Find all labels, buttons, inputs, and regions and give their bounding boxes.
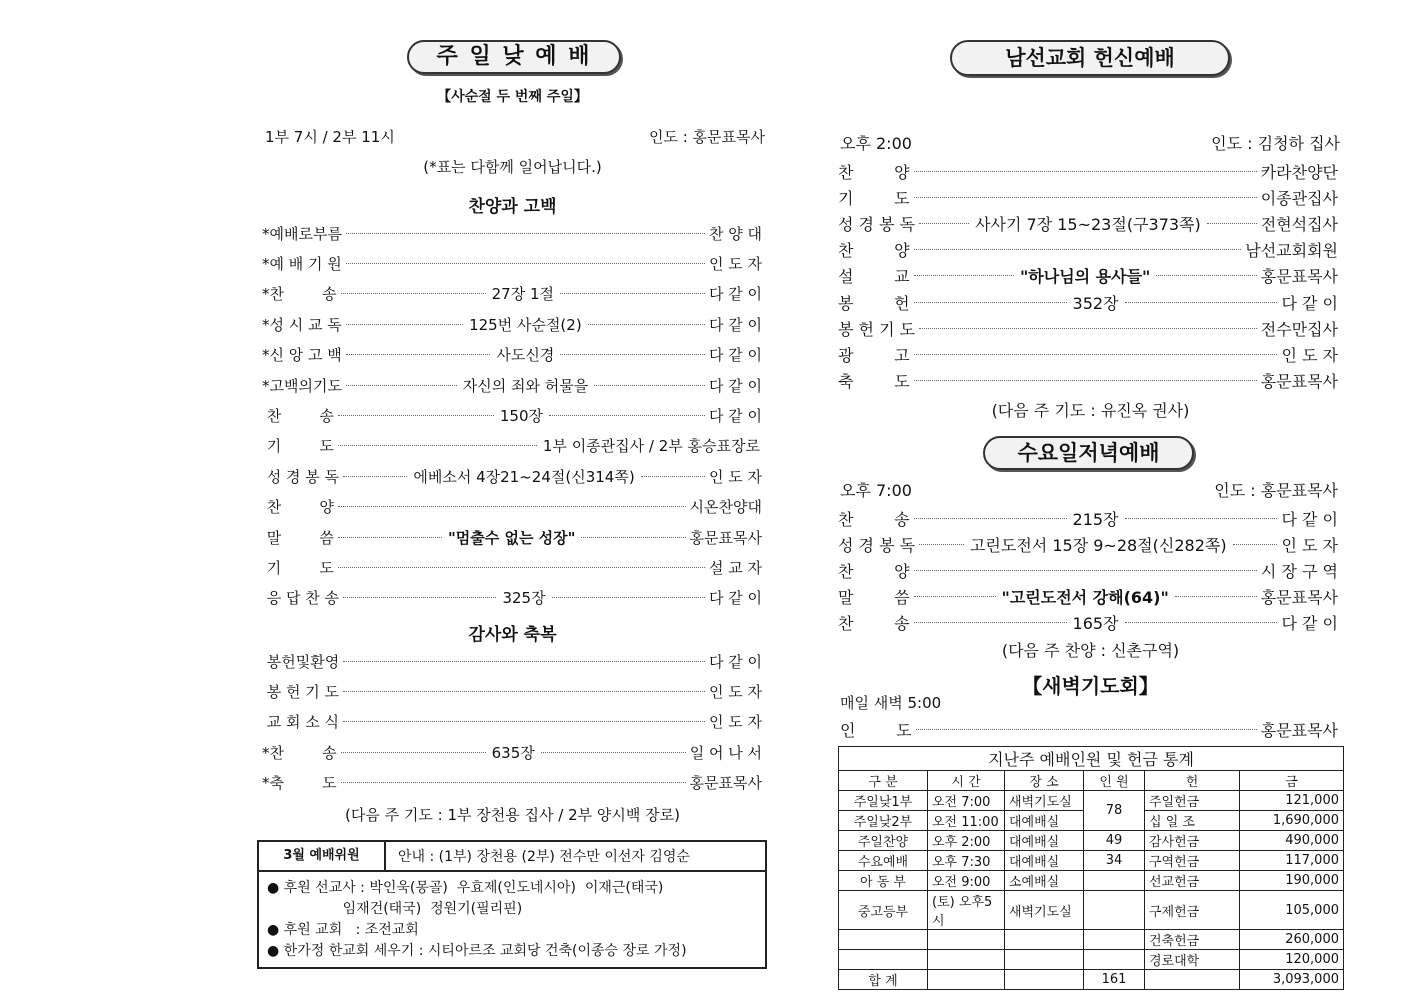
left-subtitle: 【사순절 두 번째 주일】 xyxy=(437,89,588,105)
order-row xyxy=(838,186,1338,208)
stats-cell: 구역헌금 xyxy=(1145,851,1240,871)
stats-cell xyxy=(1145,970,1240,990)
order-person: 남선교회회원 xyxy=(1245,241,1338,261)
order-detail: "멈출수 없는 성장" xyxy=(447,528,576,547)
right-time-row-2 xyxy=(840,478,1338,500)
order-detail: 사도신경 xyxy=(496,346,555,365)
order-row xyxy=(838,559,1338,581)
order-person: 찬 양 대 xyxy=(708,224,762,243)
leader-dots xyxy=(552,597,705,598)
order-row xyxy=(262,374,762,396)
stats-cell: 아 동 부 xyxy=(839,871,928,891)
leader-dots xyxy=(338,445,537,446)
right-next-praise: (다음 주 찬양 : 신촌구역) xyxy=(1001,641,1180,660)
order-person: 인 도 자 xyxy=(708,713,762,732)
order-person: 다 같 이 xyxy=(1281,293,1338,313)
stats-cell xyxy=(1005,950,1084,970)
total-label: 합 계 xyxy=(839,970,928,990)
order-label: 찬 양 xyxy=(838,561,910,581)
right-title-2: 수요일저녁예배 xyxy=(983,436,1194,470)
leader-dots xyxy=(1125,622,1278,623)
stats-cell: 오전 9:00 xyxy=(928,871,1005,891)
leader-dots xyxy=(338,567,705,568)
stats-cell: 주일낮2부 xyxy=(839,811,928,831)
leader-dots xyxy=(914,596,996,597)
leader-dots xyxy=(916,729,1257,730)
service-time: 오후 7:00 xyxy=(840,480,912,500)
order-row xyxy=(262,556,762,578)
stats-cell: 수요예배 xyxy=(839,851,928,871)
order-label: 성 경 봉 독 xyxy=(838,535,916,555)
stats-cell: 건축헌금 xyxy=(1145,930,1240,950)
box-line: ● 후원 교회 : 조전교회 xyxy=(267,922,419,938)
service-time: 오후 2:00 xyxy=(840,133,912,153)
leader-dots xyxy=(914,570,1257,571)
leader-dots xyxy=(346,233,705,234)
order-row xyxy=(838,343,1338,365)
order-person: 홍문표목사 xyxy=(1260,267,1339,287)
order-label: 설 교 xyxy=(838,267,910,287)
order-person: 인 도 자 xyxy=(1281,345,1338,365)
order-label: 기 도 xyxy=(262,558,334,577)
order-detail: 635장 xyxy=(491,743,535,762)
leader-dots xyxy=(914,171,1257,172)
stats-cell: 중고등부 xyxy=(839,891,928,930)
stats-cell: 34 xyxy=(1084,851,1145,871)
order-row xyxy=(262,772,762,794)
order-detail: 215장 xyxy=(1072,509,1119,529)
stats-cell: 구제헌금 xyxy=(1145,891,1240,930)
stats-cell xyxy=(928,970,1005,990)
order-row xyxy=(262,435,762,457)
leader-dots xyxy=(1125,302,1278,303)
leader-dots xyxy=(338,415,494,416)
leader-dots xyxy=(1233,544,1278,545)
order-person: 다 같 이 xyxy=(1281,614,1338,634)
order-person: 다 같 이 xyxy=(708,376,762,395)
leader-dots xyxy=(1125,518,1278,519)
leader-dots xyxy=(560,293,705,294)
box-line: ● 후원 선교사 : 박인욱(몽골) 우효제(인도네시아) 이재근(태국) xyxy=(267,880,664,896)
order-row xyxy=(262,650,762,672)
right-title-1: 남선교회 헌신예배 xyxy=(950,40,1230,76)
stats-header: 금 xyxy=(1240,771,1344,791)
leader-dots xyxy=(641,476,705,477)
leader-dots xyxy=(914,380,1257,381)
order-person: 인 도 자 xyxy=(1281,535,1338,555)
order-row xyxy=(262,680,762,702)
leader-dots xyxy=(338,506,686,507)
stats-row xyxy=(839,791,1344,811)
leader-dots xyxy=(346,263,705,264)
order-row xyxy=(838,291,1338,313)
stats-cell: 선교헌금 xyxy=(1145,871,1240,891)
order-person: 이종관집사 xyxy=(1260,188,1338,208)
order-row xyxy=(262,252,762,274)
stats-total-row xyxy=(839,970,1344,990)
order-detail: 325장 xyxy=(502,589,546,608)
order-label: 봉헌및환영 xyxy=(262,652,340,671)
order-label: *성 시 교 독 xyxy=(262,315,342,334)
stats-cell: 117,000 xyxy=(1240,851,1344,871)
stats-cell: 오후 2:00 xyxy=(928,831,1005,851)
stats-cell: 78 xyxy=(1084,791,1145,831)
order-row xyxy=(262,465,762,487)
dawn-time: 매일 새벽 5:00 xyxy=(840,694,942,712)
order-person: 다 같 이 xyxy=(1281,509,1338,529)
stats-cell: 260,000 xyxy=(1240,930,1344,950)
stats-row xyxy=(839,831,1344,851)
order-label: 찬 송 xyxy=(262,406,334,425)
order-detail: 125번 사순절(2) xyxy=(469,315,582,334)
stats-row xyxy=(839,891,1344,930)
order-row xyxy=(262,222,762,244)
order-person: 인 도 자 xyxy=(708,682,762,701)
order-person: 전수만집사 xyxy=(1260,319,1338,339)
order-label: 기 도 xyxy=(838,188,910,208)
order-label: 봉 헌 기 도 xyxy=(838,319,916,339)
total-amount: 3,093,000 xyxy=(1240,970,1344,990)
stats-header: 장 소 xyxy=(1005,771,1084,791)
stats-cell: 오후 7:30 xyxy=(928,851,1005,871)
section-praise: 찬양과 고백 xyxy=(468,197,557,217)
leader-dots xyxy=(1207,223,1257,224)
stats-row xyxy=(839,930,1344,950)
order-label: 기 도 xyxy=(262,437,334,456)
stats-cell: 경로대학 xyxy=(1145,950,1240,970)
order-detail: 1부 이종관집사 / 2부 홍승표장로 xyxy=(542,437,760,456)
stats-cell: 감사헌금 xyxy=(1145,831,1240,851)
order-label: 찬 송 xyxy=(838,614,910,634)
stats-cell xyxy=(1084,891,1145,930)
stats-header-row xyxy=(839,771,1344,791)
order-label: *예배로부름 xyxy=(262,224,342,243)
stats-cell: 대예배실 xyxy=(1005,811,1084,831)
order-row xyxy=(838,212,1338,234)
service-leader: 인도 : 김청하 집사 xyxy=(1211,133,1340,153)
volunteers-label: 3월 예배위원 xyxy=(259,842,386,870)
order-label: *예 배 기 원 xyxy=(262,254,342,273)
order-person: 홍문표목사 xyxy=(1260,588,1338,608)
order-detail: 고린도전서 15장 9~28절(신282쪽) xyxy=(969,535,1227,555)
order-person: 인 도 자 xyxy=(708,254,762,273)
order-label: *축 도 xyxy=(262,774,337,793)
order-label: 광 고 xyxy=(838,345,910,365)
order-row xyxy=(838,160,1338,182)
order-row xyxy=(838,239,1338,261)
order-row xyxy=(838,586,1338,608)
dawn-leader: 홍문표목사 xyxy=(1260,720,1338,740)
stats-title: 지난주 예배인원 및 헌금 통계 xyxy=(839,747,1344,771)
order-row xyxy=(262,526,762,548)
order-label: 봉 헌 기 도 xyxy=(262,682,340,701)
order-label: 응 답 찬 송 xyxy=(262,589,340,608)
order-row xyxy=(262,344,762,366)
left-time-row xyxy=(265,125,765,147)
stats-row xyxy=(839,871,1344,891)
order-person: 설 교 자 xyxy=(708,558,762,577)
dawn-row xyxy=(840,718,1338,740)
order-row xyxy=(262,587,762,609)
order-detail: 352장 xyxy=(1072,293,1119,313)
order-person: 다 같 이 xyxy=(708,285,762,304)
leader-dots xyxy=(1175,596,1257,597)
order-row xyxy=(262,404,762,426)
leader-dots xyxy=(914,249,1242,250)
order-row xyxy=(838,317,1338,339)
leader-dots xyxy=(588,324,705,325)
order-label: 찬 양 xyxy=(262,498,334,517)
stats-header: 구 분 xyxy=(839,771,928,791)
stats-cell: 주일낮1부 xyxy=(839,791,928,811)
order-label: 축 도 xyxy=(838,372,910,392)
order-person: 일 어 나 서 xyxy=(689,743,763,762)
stats-cell: 대예배실 xyxy=(1005,831,1084,851)
leader-dots xyxy=(594,385,705,386)
leader-dots xyxy=(346,385,457,386)
stats-cell xyxy=(839,950,928,970)
stats-cell: 주일헌금 xyxy=(1145,791,1240,811)
order-label: 말 씀 xyxy=(262,528,334,547)
service-time: 1부 7시 / 2부 11시 xyxy=(265,127,395,146)
leader-dots xyxy=(341,752,486,753)
leader-dots xyxy=(343,721,705,722)
order-person: 다 같 이 xyxy=(709,406,763,425)
order-detail: 에베소서 4장21~24절(신314쪽) xyxy=(413,467,635,486)
order-label: 성 경 봉 독 xyxy=(838,214,916,234)
leader-dots xyxy=(549,415,705,416)
leader-dots xyxy=(343,691,705,692)
leader-dots xyxy=(919,328,1257,329)
stats-cell: 오전 7:00 xyxy=(928,791,1005,811)
stats-cell: (토) 오후5시 xyxy=(928,891,1005,930)
order-label: 성 경 봉 독 xyxy=(262,467,340,486)
stats-cell: 49 xyxy=(1084,831,1145,851)
leader-dots xyxy=(341,782,686,783)
stats-cell xyxy=(1084,930,1145,950)
order-detail: 165장 xyxy=(1072,614,1119,634)
order-person: 전현석집사 xyxy=(1260,214,1339,234)
leader-dots xyxy=(343,597,496,598)
order-row xyxy=(838,612,1338,634)
stats-cell: 190,000 xyxy=(1240,871,1344,891)
order-person: 다 같 이 xyxy=(708,589,762,608)
stats-cell: 새벽기도실 xyxy=(1005,791,1084,811)
volunteers-box xyxy=(257,840,767,969)
order-detail: "고린도전서 강해(64)" xyxy=(1001,588,1169,608)
leader-dots xyxy=(914,275,1014,276)
order-person: 다 같 이 xyxy=(708,346,762,365)
leader-dots xyxy=(541,752,686,753)
leader-dots xyxy=(343,476,407,477)
dawn-label: 인 도 xyxy=(840,720,912,740)
leader-dots xyxy=(919,544,964,545)
order-label: 찬 양 xyxy=(838,241,910,261)
order-person: 시온찬양대 xyxy=(689,498,762,517)
order-row xyxy=(262,496,762,518)
order-label: 교 회 소 식 xyxy=(262,713,340,732)
order-row xyxy=(838,533,1338,555)
order-person: 카라찬양단 xyxy=(1260,162,1338,182)
stats-cell: 주일찬양 xyxy=(839,831,928,851)
stats-table xyxy=(838,746,1344,990)
stats-cell: 오전 11:00 xyxy=(928,811,1005,831)
stats-cell xyxy=(1005,930,1084,950)
leader-dots xyxy=(914,518,1067,519)
stats-cell xyxy=(928,930,1005,950)
order-row xyxy=(262,283,762,305)
order-label: 말 씀 xyxy=(838,588,910,608)
dawn-title: 【새벽기도회】 xyxy=(1022,674,1159,698)
stats-row xyxy=(839,851,1344,871)
order-label: *찬 송 xyxy=(262,285,337,304)
leader-dots xyxy=(346,354,491,355)
stats-cell: 121,000 xyxy=(1240,791,1344,811)
order-label: *찬 송 xyxy=(262,743,337,762)
leader-dots xyxy=(346,324,463,325)
leader-dots xyxy=(919,223,969,224)
stats-cell: 120,000 xyxy=(1240,950,1344,970)
stats-cell: 105,000 xyxy=(1240,891,1344,930)
stats-cell xyxy=(928,950,1005,970)
left-next-prayer: (다음 주 기도 : 1부 장천용 집사 / 2부 양시백 장로) xyxy=(345,806,680,824)
leader-dots xyxy=(343,661,705,662)
leader-dots xyxy=(338,537,442,538)
stats-cell xyxy=(1084,871,1145,891)
order-person: 홍문표목사 xyxy=(689,528,762,547)
order-row xyxy=(262,711,762,733)
stats-header: 시 간 xyxy=(928,771,1005,791)
order-person: 다 같 이 xyxy=(708,652,762,671)
order-person: 홍문표목사 xyxy=(689,774,762,793)
box-line: 임재건(태국) 정원기(필리핀) xyxy=(267,901,523,917)
leader-dots xyxy=(914,622,1067,623)
stats-cell xyxy=(1084,950,1145,970)
order-person: 다 같 이 xyxy=(709,315,763,334)
section-thanks: 감사와 축복 xyxy=(468,625,557,645)
leader-dots xyxy=(914,197,1257,198)
order-row xyxy=(838,370,1338,392)
stats-cell: 새벽기도실 xyxy=(1005,891,1084,930)
stats-cell: 소예배실 xyxy=(1005,871,1084,891)
order-row xyxy=(262,741,762,763)
stats-header: 인 원 xyxy=(1084,771,1145,791)
order-label: 찬 송 xyxy=(838,509,910,529)
order-detail: 자신의 죄와 허물을 xyxy=(462,376,589,395)
order-person: 시 장 구 역 xyxy=(1260,561,1338,581)
stats-cell: 1,690,000 xyxy=(1240,811,1344,831)
standing-note: (*표는 다함께 일어납니다.) xyxy=(423,158,602,176)
box-line: ● 한가정 한교회 세우기 : 시티아르조 교회당 건축(이종승 장로 가정) xyxy=(267,943,687,959)
stats-cell: 십 일 조 xyxy=(1145,811,1240,831)
volunteers-info: 안내 : (1부) 장천용 (2부) 전수만 이선자 김영순 xyxy=(398,849,690,865)
leader-dots xyxy=(581,537,685,538)
stats-cell xyxy=(1005,970,1084,990)
service-leader: 인도 : 홍문표목사 xyxy=(648,127,765,146)
order-label: 찬 양 xyxy=(838,162,910,182)
order-row xyxy=(838,507,1338,529)
order-row xyxy=(262,313,762,335)
leader-dots xyxy=(914,302,1067,303)
order-row xyxy=(838,265,1338,287)
leader-dots xyxy=(341,293,486,294)
service-leader: 인도 : 홍문표목사 xyxy=(1214,480,1338,500)
stats-header: 헌 xyxy=(1145,771,1240,791)
stats-cell: 490,000 xyxy=(1240,831,1344,851)
order-label: *신 앙 고 백 xyxy=(262,346,342,365)
order-detail: 27장 1절 xyxy=(491,285,554,304)
order-detail: 사사기 7장 15~23절(구373쪽) xyxy=(975,214,1201,234)
order-person: 홍문표목사 xyxy=(1260,372,1338,392)
leader-dots xyxy=(560,354,705,355)
total-people: 161 xyxy=(1084,970,1145,990)
order-person: 인 도 자 xyxy=(708,467,762,486)
order-detail: "하나님의 용사들" xyxy=(1019,267,1151,287)
right-next-prayer: (다음 주 기도 : 유진옥 권사) xyxy=(991,401,1190,420)
order-label: *고백의기도 xyxy=(262,376,342,395)
stats-cell xyxy=(839,930,928,950)
stats-cell: 대예배실 xyxy=(1005,851,1084,871)
order-label: 봉 헌 xyxy=(838,293,910,313)
left-title: 주 일 낮 예 배 xyxy=(407,40,621,74)
leader-dots xyxy=(1156,275,1256,276)
right-time-row-1 xyxy=(840,131,1340,153)
stats-row xyxy=(839,950,1344,970)
leader-dots xyxy=(914,354,1278,355)
order-detail: 150장 xyxy=(499,406,544,425)
